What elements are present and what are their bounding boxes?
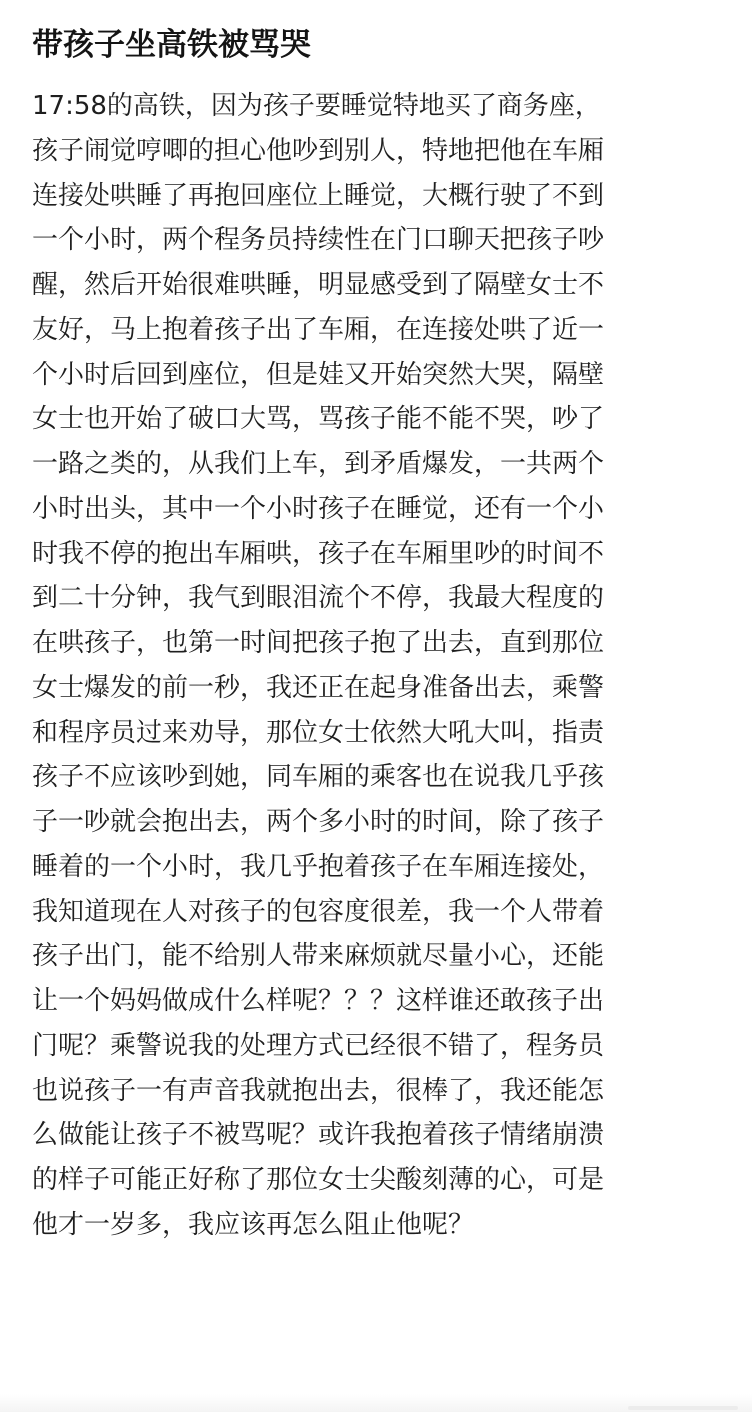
post-body-line: 一个小时，两个程务员持续性在门口聊天把孩子吵 (32, 225, 605, 256)
post-body-line: 孩子出门，能不给别人带来麻烦就尽量小心，还能 (32, 941, 605, 972)
post-body-line: 么做能让孩子不被骂呢？或许我抱着孩子情绪崩溃 (32, 1120, 605, 1151)
watermark-strip (628, 1406, 738, 1410)
post-body-line: 在哄孩子，也第一时间把孩子抱了出去，直到那位 (32, 628, 605, 658)
bottom-fade (0, 1394, 752, 1412)
post-body-line: 醒，然后开始很难哄睡，明显感受到了隔壁女士不 (32, 270, 605, 300)
post-title: 带孩子坐高铁被骂哭 (32, 27, 311, 63)
post-body-line: 一路之类的，从我们上车，到矛盾爆发，一共两个 (32, 449, 605, 479)
post-body-line: 睡着的一个小时，我几乎抱着孩子在车厢连接处， (32, 851, 605, 882)
post-body-line: 连接处哄睡了再抱回座位上睡觉，大概行驶了不到 (32, 180, 605, 211)
post-body-line: 到二十分钟，我气到眼泪流个不停，我最大程度的 (32, 583, 605, 614)
post-body-line: 女士爆发的前一秒，我还正在起身准备出去，乘警 (32, 672, 605, 703)
post-body-line: 子一吵就会抱出去，两个多小时的时间，除了孩子 (32, 807, 605, 837)
post-body-line: 的样子可能正好称了那位女士尖酸刻薄的心，可是 (32, 1165, 605, 1195)
post-body-line: 也说孩子一有声音我就抱出去，很棒了，我还能怎 (32, 1075, 605, 1106)
post-body-line: 个小时后回到座位，但是娃又开始突然大哭，隔壁 (32, 359, 605, 390)
post-body (32, 84, 732, 1248)
post-body-line: 他才一岁多，我应该再怎么阻止他呢？ (32, 1209, 475, 1240)
post-body-line: 17:58的高铁，因为孩子要睡觉特地买了商务座， (32, 91, 601, 121)
post-body-line: 我知道现在人对孩子的包容度很差，我一个人带着 (32, 896, 605, 927)
post-body-line: 友好，马上抱着孩子出了车厢，在连接处哄了近一 (32, 314, 605, 345)
post-body-line: 孩子不应该吵到她，同车厢的乘客也在说我几乎孩 (32, 762, 605, 793)
post-body-line: 门呢？乘警说我的处理方式已经很不错了，程务员 (32, 1030, 605, 1061)
post-body-line: 时我不停的抱出车厢哄，孩子在车厢里吵的时间不 (32, 538, 605, 569)
post-body-line: 让一个妈妈做成什么样呢？？？这样谁还敢孩子出 (32, 986, 605, 1016)
post-body-line: 孩子闹觉哼唧的担心他吵到别人，特地把他在车厢 (32, 135, 605, 166)
post-body-line: 小时出头，其中一个小时孩子在睡觉，还有一个小 (32, 493, 605, 524)
post-body-line: 和程序员过来劝导，那位女士依然大吼大叫，指责 (32, 717, 605, 748)
post-body-line: 女士也开始了破口大骂，骂孩子能不能不哭，吵了 (32, 404, 605, 435)
